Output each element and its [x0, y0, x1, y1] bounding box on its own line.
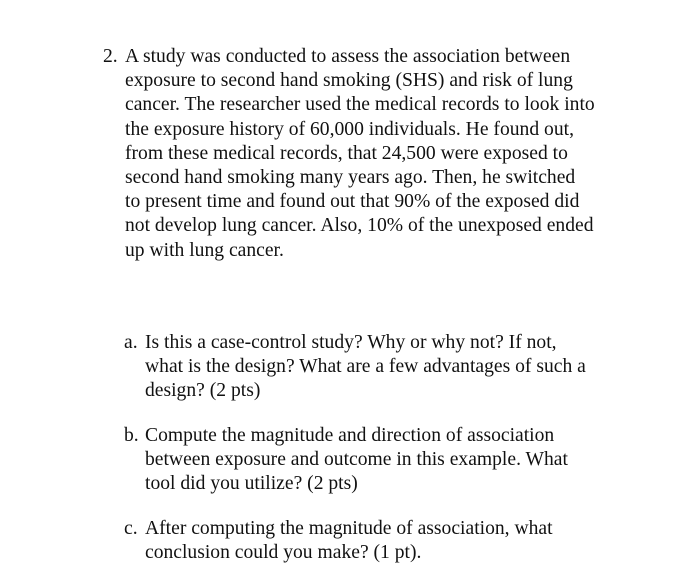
sub-question-label: b.: [124, 425, 139, 446]
question-block: [103, 45, 633, 263]
question-text: A study was conducted to assess the association between exposure to second hand smoking (SHS) and risk of lung cancer. The researcher used the medical records to look into the exposure history of 60,000 individuals. He found out, from these medical records, that 24,500 were exposed to second hand smoking many years ago. Then, he switched to present time and found out that 90% of the exposed did not develop lung cancer. Also, 10% of the unexposed ended up with lung cancer.: [125, 46, 595, 261]
sub-question-label: a.: [124, 332, 138, 353]
sub-question-text: After computing the magnitude of association, what conclusion could you make? (1 pt).: [145, 518, 553, 564]
sub-question-text: Compute the magnitude and direction of association between exposure and outcome in this example. What tool did you utilize? (2 pts): [145, 425, 568, 495]
sub-question-label: c.: [124, 518, 138, 539]
question-number: 2.: [103, 46, 118, 67]
sub-question-a: [124, 331, 624, 404]
sub-question-b: [124, 424, 624, 497]
sub-question-text: Is this a case-control study? Why or why not? If not, what is the design? What are a few advantages of such a design? (2 pts): [145, 332, 586, 402]
sub-question-c: [124, 517, 624, 565]
